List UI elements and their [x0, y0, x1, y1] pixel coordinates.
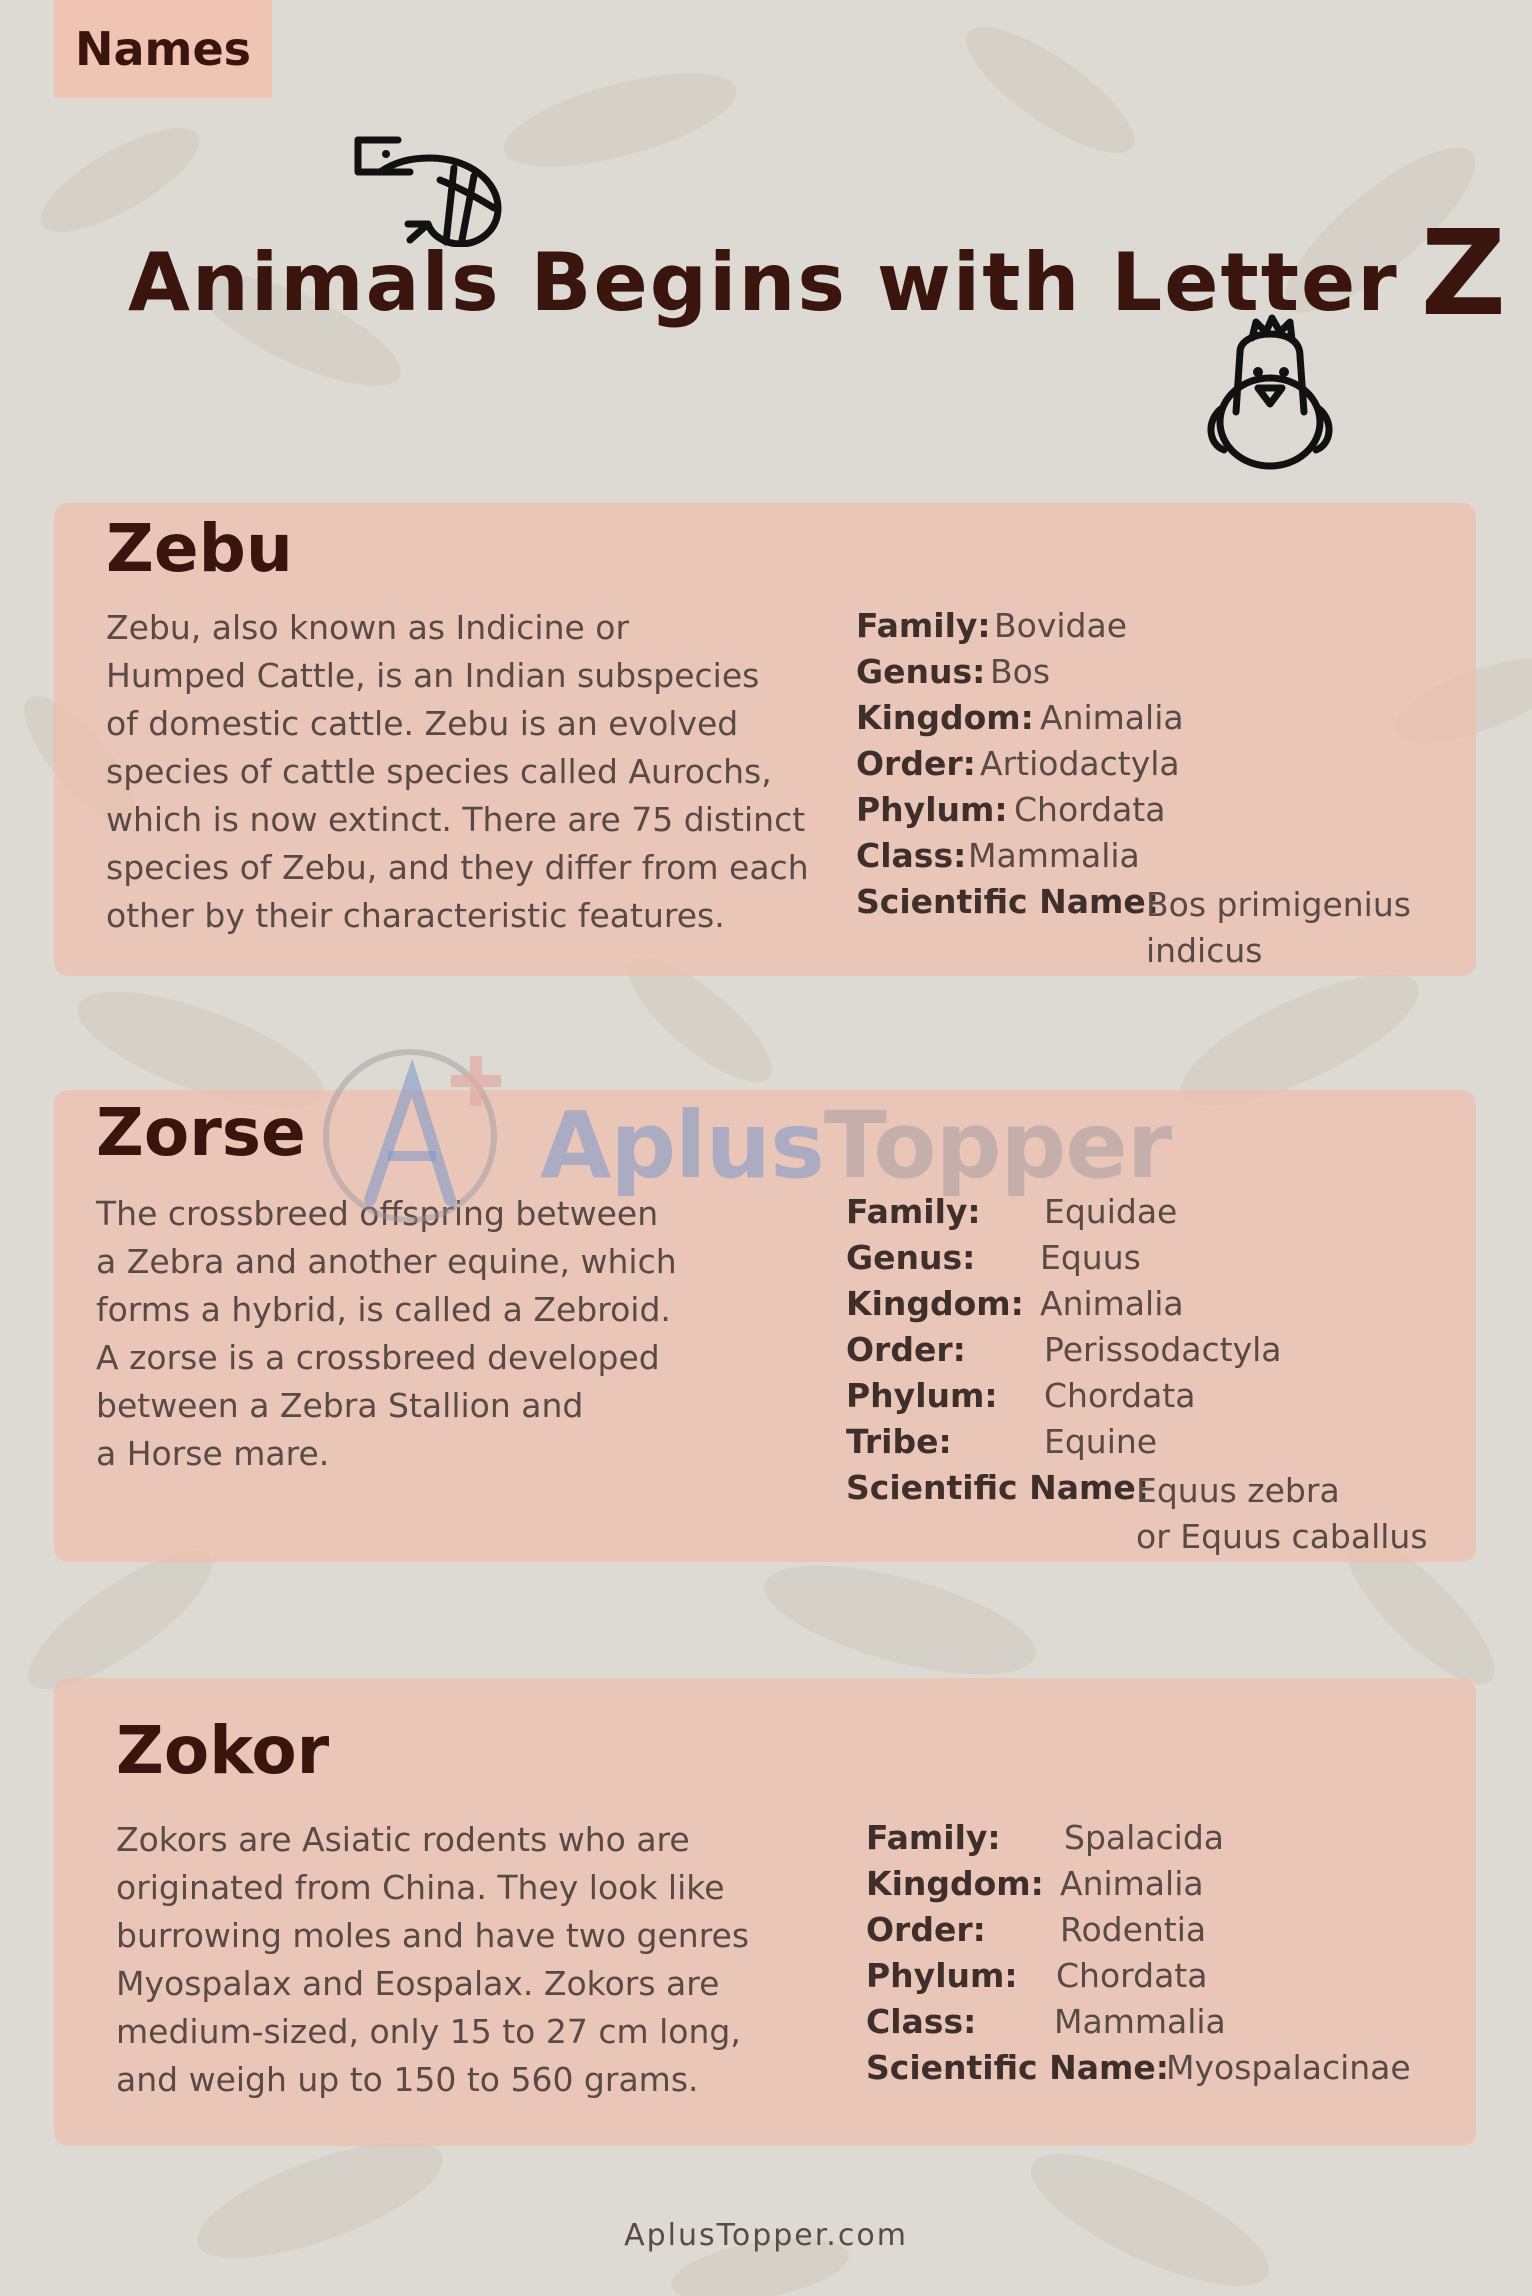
fact-label: Scientific Name:: [856, 882, 1159, 921]
fact-row: [856, 744, 1456, 790]
animal-description-zebu: Zebu, also known as Indicine or Humped Cattle, is an Indian subspecies of domestic cattle. Zebu is an evolved species of cattle species called Aurochs, which is now extinct. There are 75 distinct species of Zebu, and they differ from each other by their characteristic features.: [106, 608, 809, 935]
fact-row: [856, 698, 1456, 744]
fact-value: Equine: [1044, 1422, 1158, 1461]
names-tag: [54, 0, 272, 98]
fact-row: [846, 1192, 1466, 1238]
fact-value: Perissodactyla: [1044, 1330, 1282, 1369]
fact-row: [866, 1910, 1466, 1956]
fact-value: Chordata: [1044, 1376, 1196, 1415]
page-title-text: Animals Begins with Letter: [128, 236, 1399, 329]
fact-value: Equus: [1040, 1238, 1141, 1277]
names-tag-label: Names: [74, 22, 252, 76]
fact-label: Kingdom:: [846, 1284, 1024, 1323]
fact-value: Chordata: [1014, 790, 1166, 829]
fact-label: Order:: [846, 1330, 966, 1369]
fact-label: Tribe:: [846, 1422, 952, 1461]
fact-value: Animalia: [1040, 698, 1184, 737]
fact-label: Family:: [856, 606, 991, 645]
fact-label: Phylum:: [846, 1376, 998, 1415]
facts-list-zokor: [866, 1818, 1466, 2094]
fact-row: [846, 1238, 1466, 1284]
fact-label: Scientific Name:: [866, 2048, 1169, 2087]
fact-label: Class:: [866, 2002, 977, 2041]
animal-description-zokor: Zokors are Asiatic rodents who are originated from China. They look like burrowing moles and have two genres Myospalax and Eospalax. Zokors are medium-sized, only 15 to 27 cm long, and weigh up to 150 to 560 grams.: [116, 1820, 750, 2099]
fact-label: Class:: [856, 836, 967, 875]
fact-value: Equidae: [1044, 1192, 1178, 1231]
fact-row: [856, 652, 1456, 698]
fact-row: [846, 1376, 1466, 1422]
fact-value: Animalia: [1060, 1864, 1204, 1903]
fact-label: Scientific Name:: [846, 1468, 1149, 1507]
animal-name-zokor: Zokor: [116, 1712, 330, 1789]
fact-value: Bovidae: [994, 606, 1127, 645]
fact-label: Order:: [856, 744, 976, 783]
fact-label: Phylum:: [856, 790, 1008, 829]
watermark-text-part1: Aplus: [540, 1092, 824, 1199]
fact-row: [866, 1864, 1466, 1910]
fact-label: Family:: [866, 1818, 1001, 1857]
fact-row: [856, 606, 1456, 652]
watermark-text-part2: Topper: [823, 1092, 1172, 1199]
fact-label: Phylum:: [866, 1956, 1018, 1995]
animal-name-zorse: Zorse: [96, 1094, 306, 1171]
fact-row: [846, 1284, 1466, 1330]
page-title-letter: Z: [1420, 204, 1509, 342]
fact-value: Bos: [990, 652, 1051, 691]
fact-value: Myospalacinae: [1166, 2048, 1411, 2087]
animal-name-zebu: Zebu: [106, 510, 293, 587]
chicken-icon: [1200, 312, 1340, 472]
fact-row: [856, 882, 1456, 974]
fact-value: Animalia: [1040, 1284, 1184, 1323]
fact-value: Equus zebra or Equus caballus: [1136, 1471, 1428, 1556]
fact-value: Mammalia: [1054, 2002, 1226, 2041]
fact-label: Order:: [866, 1910, 986, 1949]
fact-value: Mammalia: [968, 836, 1140, 875]
fact-label: Genus:: [846, 1238, 976, 1277]
fact-row: [856, 790, 1456, 836]
fact-row: [846, 1468, 1466, 1560]
fact-label: Kingdom:: [866, 1864, 1044, 1903]
fact-row: [846, 1330, 1466, 1376]
fact-label: Family:: [846, 1192, 981, 1231]
fact-value: Chordata: [1056, 1956, 1208, 1995]
facts-list-zebu: [856, 606, 1456, 974]
fact-row: [866, 1818, 1466, 1864]
fact-label: Genus:: [856, 652, 986, 691]
shrimp-icon: [350, 132, 505, 247]
fact-value: Bos primigenius indicus: [1146, 885, 1411, 970]
fact-value: Artiodactyla: [980, 744, 1180, 783]
fact-row: [866, 1956, 1466, 2002]
fact-row: [846, 1422, 1466, 1468]
fact-row: [856, 836, 1456, 882]
fact-value: Spalacida: [1064, 1818, 1224, 1857]
fact-row: [866, 2048, 1466, 2094]
footer-site-name: AplusTopper.com: [624, 2218, 908, 2253]
fact-row: [866, 2002, 1466, 2048]
fact-value: Rodentia: [1060, 1910, 1207, 1949]
animal-description-zorse: The crossbreed offspring between a Zebra and another equine, which forms a hybrid, is called a Zebroid. A zorse is a crossbreed developed between a Zebra Stallion and a Horse mare.: [96, 1194, 677, 1473]
facts-list-zorse: [846, 1192, 1466, 1560]
fact-label: Kingdom:: [856, 698, 1034, 737]
